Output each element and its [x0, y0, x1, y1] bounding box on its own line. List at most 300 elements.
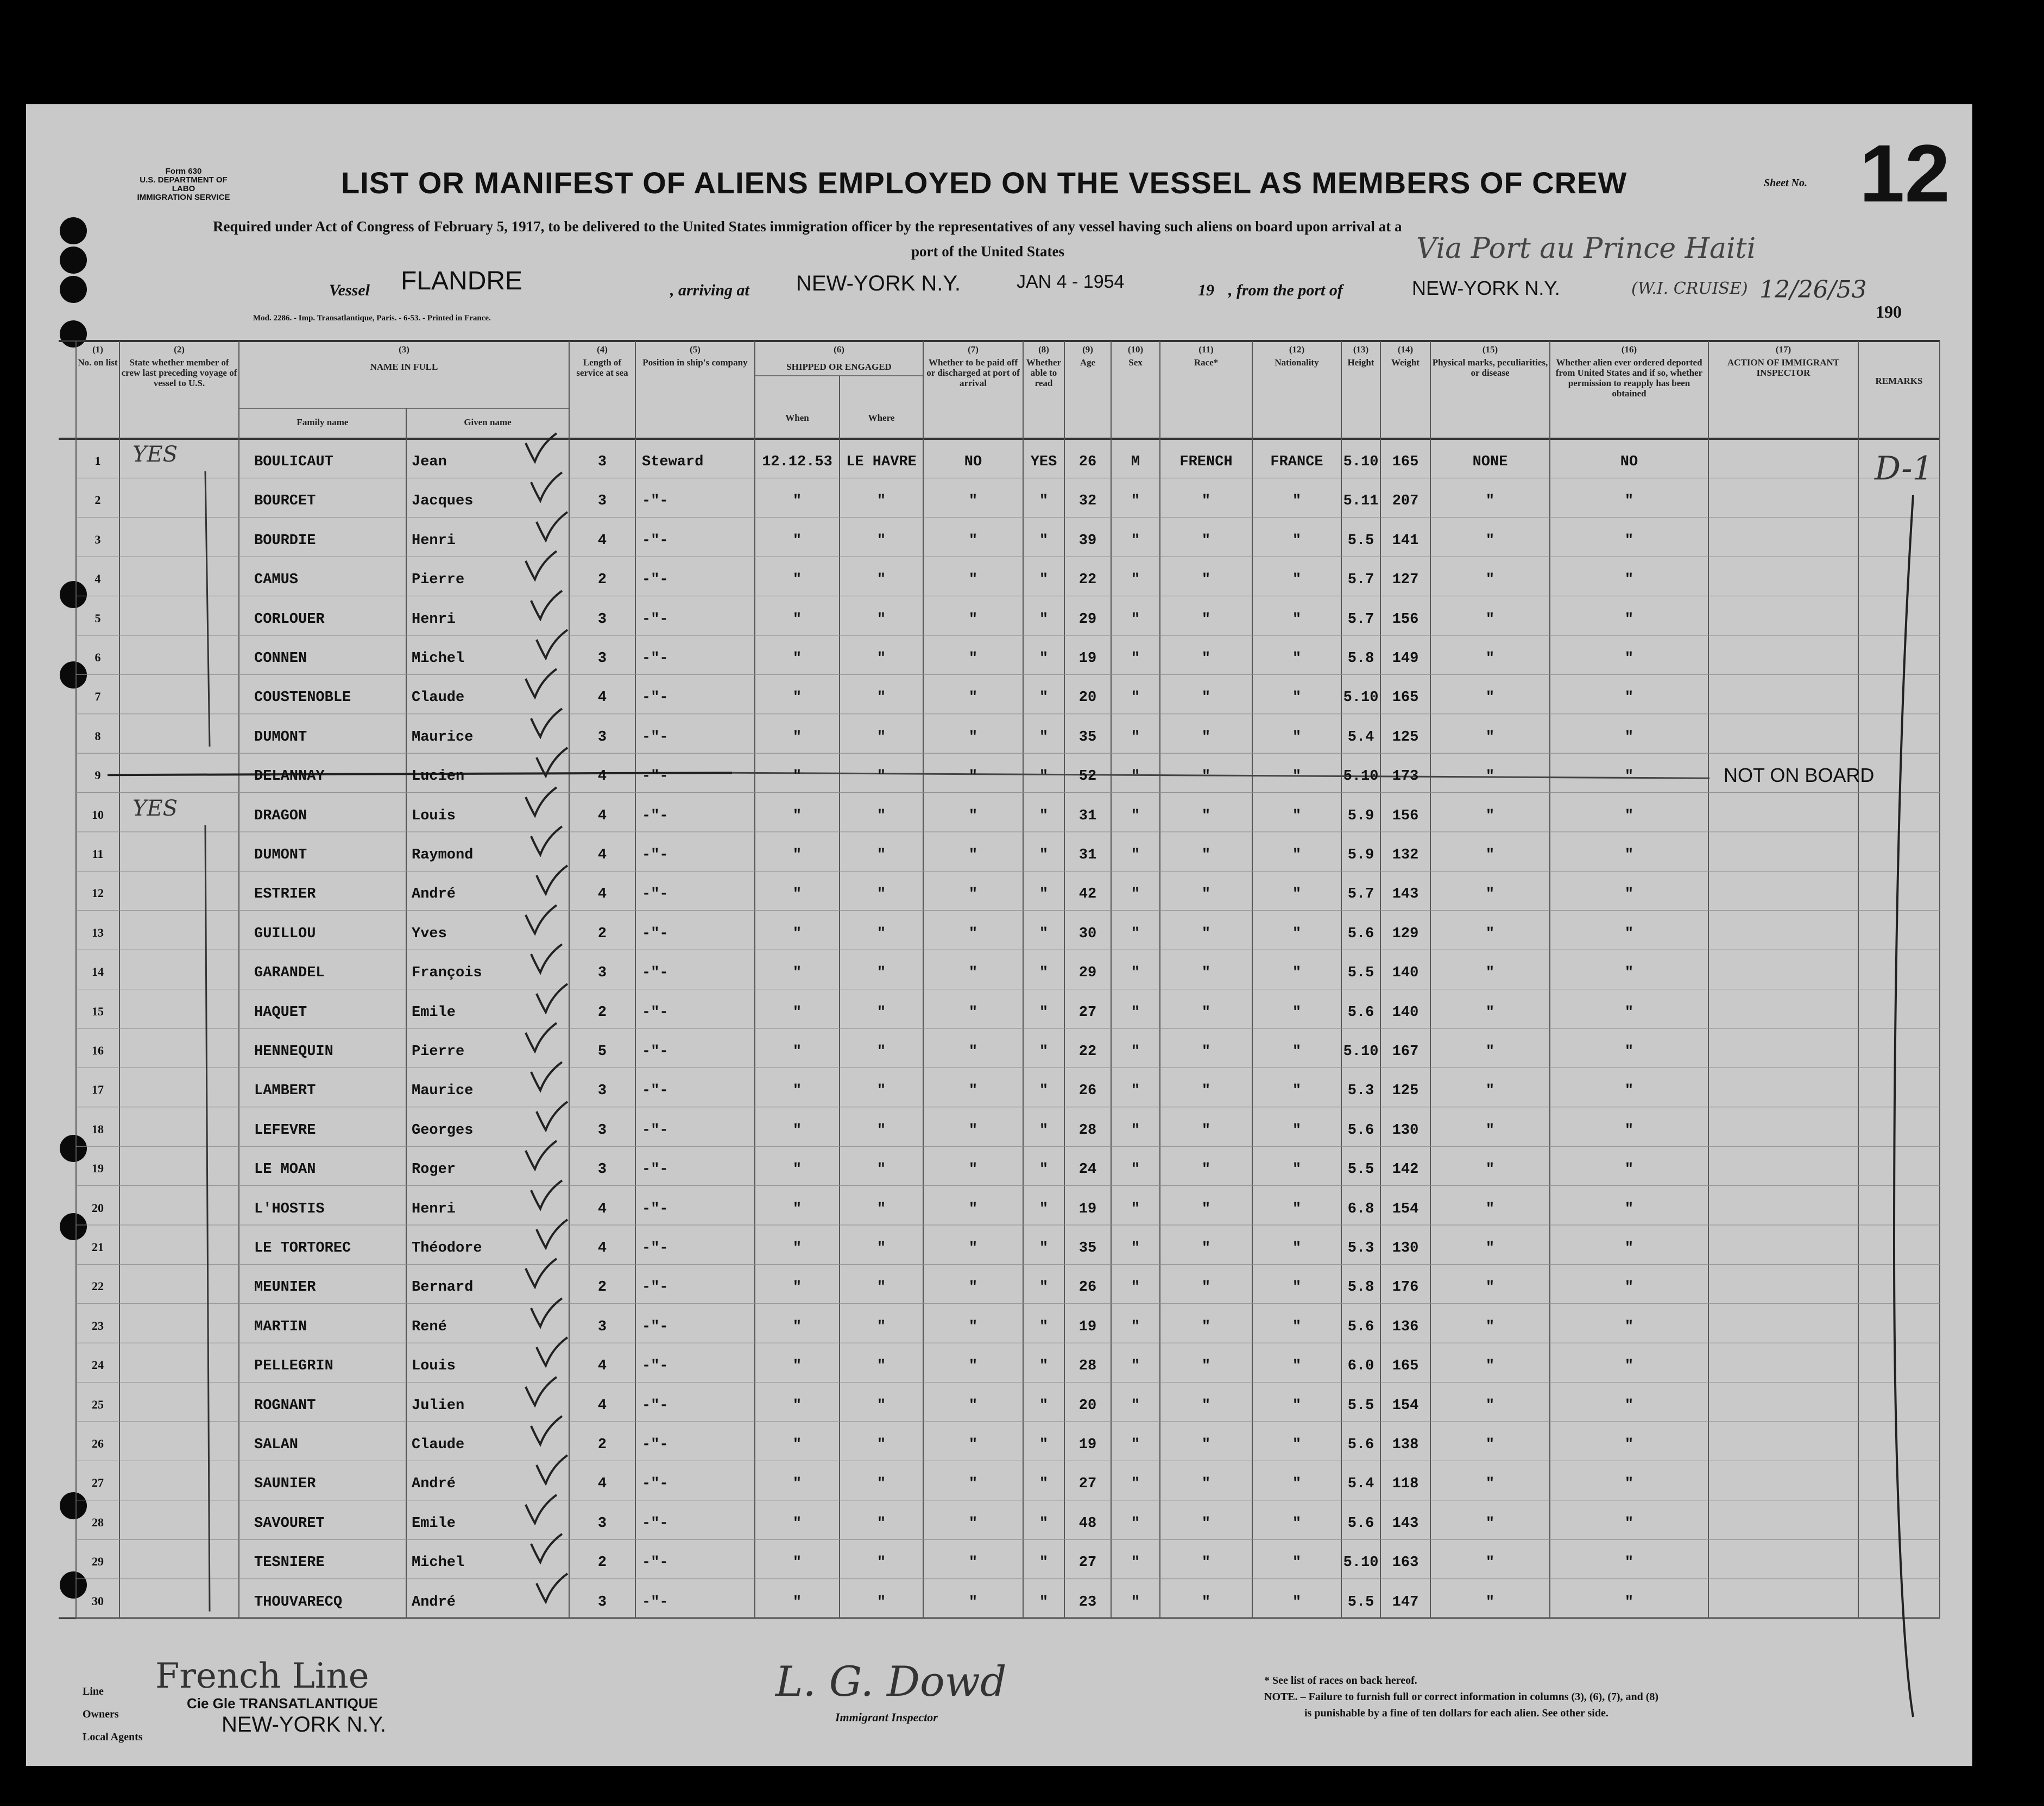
- column-number-c17: (17): [1775, 344, 1791, 355]
- cell-position: -"-: [642, 886, 668, 903]
- checkmark-icon: [528, 824, 566, 857]
- cell-family-name: DUMONT: [254, 847, 307, 863]
- cell-age: 42: [1078, 886, 1097, 903]
- cell-height: 5.6: [1347, 1318, 1374, 1335]
- checkmark-icon: [534, 1100, 572, 1132]
- cell-deported: NO: [1620, 454, 1638, 470]
- cell-given-name: Roger: [412, 1161, 456, 1178]
- cell-row-number: 2: [94, 493, 101, 507]
- cell-physical-marks: ": [1485, 611, 1495, 628]
- cell-nationality: ": [1292, 1476, 1302, 1493]
- cell-row-number: 1: [94, 454, 101, 468]
- cell-deported: ": [1624, 690, 1634, 706]
- cell-family-name: SALAN: [254, 1437, 299, 1453]
- cell-service-length: 3: [597, 1594, 607, 1611]
- cell-nationality: ": [1292, 847, 1302, 863]
- cell-sex: ": [1131, 1437, 1140, 1453]
- cell-able-to-read: ": [1039, 1240, 1049, 1256]
- fine-note-2: is punishable by a fine of ten dollars for each alien. See other side.: [1304, 1707, 1608, 1719]
- cell-height: 5.5: [1347, 1161, 1374, 1178]
- column-number-c3: (3): [399, 344, 409, 355]
- cell-age: 29: [1078, 965, 1097, 982]
- checkmark-icon: [534, 1217, 572, 1250]
- cell-service-length: 4: [597, 532, 607, 549]
- cell-shipped-where: ": [876, 1358, 886, 1375]
- cell-deported: ": [1624, 1122, 1634, 1139]
- cell-given-name: Claude: [412, 1437, 465, 1453]
- cell-family-name: SAVOURET: [254, 1515, 325, 1532]
- checkmark-icon: [523, 549, 561, 582]
- cell-weight: 140: [1392, 965, 1419, 982]
- cell-height: 6.0: [1347, 1358, 1374, 1375]
- cell-shipped-where: ": [876, 572, 886, 589]
- cell-paid-off: ": [968, 1476, 978, 1493]
- cell-age: 48: [1078, 1515, 1097, 1532]
- cell-given-name: Henri: [412, 532, 456, 549]
- column-header-c18: REMARKS: [1875, 376, 1923, 386]
- cell-deported: ": [1624, 965, 1634, 982]
- cell-given-name: Maurice: [412, 1083, 474, 1100]
- cell-position: -"-: [642, 1594, 668, 1611]
- cell-physical-marks: ": [1485, 1122, 1495, 1139]
- cell-age: 27: [1078, 1004, 1097, 1021]
- column-number-c9: (9): [1082, 344, 1093, 355]
- cell-able-to-read: YES: [1030, 454, 1057, 470]
- cell-sex: ": [1131, 1397, 1140, 1414]
- cell-family-name: L'HOSTIS: [254, 1201, 325, 1217]
- cell-deported: ": [1624, 1044, 1634, 1060]
- cell-age: 19: [1078, 651, 1097, 667]
- cell-deported: ": [1624, 1397, 1634, 1414]
- cell-deported: ": [1624, 1004, 1634, 1021]
- column-number-c16: (16): [1621, 344, 1637, 355]
- cell-weight: 143: [1392, 886, 1419, 903]
- cell-able-to-read: ": [1039, 690, 1049, 706]
- cell-position: -"-: [642, 847, 668, 863]
- column-header-c17: ACTION OF IMMIGRANT INSPECTOR: [1727, 357, 1840, 378]
- cell-height: 5.9: [1347, 847, 1374, 863]
- cell-deported: ": [1624, 1161, 1634, 1178]
- cell-family-name: GARANDEL: [254, 965, 325, 982]
- cell-paid-off: ": [968, 1555, 978, 1571]
- cell-age: 26: [1078, 454, 1097, 470]
- checkmark-icon: [523, 1021, 561, 1053]
- cell-shipped-where: ": [876, 1397, 886, 1414]
- cell-shipped-when: ": [792, 1004, 802, 1021]
- cell-physical-marks: ": [1485, 651, 1495, 667]
- cell-service-length: 4: [597, 807, 607, 824]
- cell-sex: ": [1131, 1476, 1140, 1493]
- cruise-note: (W.I. CRUISE): [1631, 279, 1748, 298]
- cell-race: ": [1201, 729, 1211, 746]
- cell-age: 28: [1078, 1358, 1097, 1375]
- checkmark-icon: [523, 431, 561, 464]
- cell-position: -"-: [642, 651, 668, 667]
- cell-able-to-read: ": [1039, 847, 1049, 863]
- cell-race: ": [1201, 1201, 1211, 1217]
- column-header-c6: SHIPPED OR ENGAGED: [786, 362, 892, 372]
- column-header-c3: NAME IN FULL: [370, 362, 438, 372]
- cell-height: 5.7: [1347, 886, 1374, 903]
- column-number-c12: (12): [1289, 344, 1305, 355]
- cell-race: ": [1201, 1358, 1211, 1375]
- cell-race: ": [1201, 1004, 1211, 1021]
- cell-state: YES: [133, 795, 178, 821]
- cell-physical-marks: ": [1485, 1161, 1495, 1178]
- cell-position: -"-: [642, 729, 668, 746]
- cell-race: ": [1201, 1437, 1211, 1453]
- cell-able-to-read: ": [1039, 807, 1049, 824]
- cell-height: 5.10: [1343, 1555, 1379, 1571]
- cell-paid-off: ": [968, 1004, 978, 1021]
- cell-race: ": [1201, 965, 1211, 982]
- cell-service-length: 4: [597, 1201, 607, 1217]
- cell-position: -"-: [642, 1122, 668, 1139]
- cell-age: 19: [1078, 1201, 1097, 1217]
- column-number-c15: (15): [1482, 344, 1498, 355]
- checkmark-icon: [534, 510, 572, 542]
- column-header-c7: Whether to be paid off or discharged at port of arrival: [926, 357, 1020, 388]
- cell-row-number: 11: [92, 847, 104, 861]
- subtitle-line-2: port of the United States: [911, 243, 1064, 260]
- cell-deported: ": [1624, 729, 1634, 746]
- cell-age: 23: [1078, 1594, 1097, 1611]
- cell-service-length: 5: [597, 1044, 607, 1060]
- agents-value: NEW-YORK N.Y.: [222, 1713, 387, 1736]
- cell-age: 28: [1078, 1122, 1097, 1139]
- cell-physical-marks: ": [1485, 729, 1495, 746]
- cell-physical-marks: ": [1485, 925, 1495, 942]
- cell-nationality: ": [1292, 1201, 1302, 1217]
- cell-race: ": [1201, 807, 1211, 824]
- cell-physical-marks: ": [1485, 1044, 1495, 1060]
- cell-deported: ": [1624, 886, 1634, 903]
- cell-row-number: 6: [94, 651, 101, 664]
- column-header-c16: Whether alien ever ordered deported from United States and if so, whether permission to reapply has been obtained: [1555, 357, 1703, 399]
- cell-deported: ": [1624, 768, 1634, 785]
- cell-able-to-read: ": [1039, 768, 1049, 785]
- cell-able-to-read: ": [1039, 1083, 1049, 1100]
- cell-weight: 156: [1392, 807, 1419, 824]
- cell-position: -"-: [642, 690, 668, 706]
- cell-shipped-where: ": [876, 1515, 886, 1532]
- cell-able-to-read: ": [1039, 572, 1049, 589]
- cell-age: 31: [1078, 807, 1097, 824]
- cell-able-to-read: ": [1039, 1515, 1049, 1532]
- cell-nationality: ": [1292, 1437, 1302, 1453]
- cell-given-name: Michel: [412, 1555, 465, 1571]
- cell-paid-off: ": [968, 690, 978, 706]
- column-number-c2: (2): [174, 344, 185, 355]
- cell-deported: ": [1624, 807, 1634, 824]
- cell-position: -"-: [642, 1201, 668, 1217]
- cell-physical-marks: ": [1485, 1318, 1495, 1335]
- inspector-signature: L. G. Dowd: [775, 1657, 1007, 1706]
- cell-sex: ": [1131, 807, 1140, 824]
- cell-family-name: BOURDIE: [254, 532, 316, 549]
- cell-age: 39: [1078, 532, 1097, 549]
- cell-nationality: ": [1292, 886, 1302, 903]
- column-header-c4: Length of service at sea: [576, 357, 628, 378]
- cell-physical-marks: ": [1485, 1083, 1495, 1100]
- cell-family-name: CAMUS: [254, 572, 299, 589]
- cell-physical-marks: ": [1485, 1201, 1495, 1217]
- cell-height: 5.10: [1343, 454, 1379, 470]
- column-header-c10: Sex: [1128, 357, 1143, 368]
- cell-age: 31: [1078, 847, 1097, 863]
- form-title: LIST OR MANIFEST OF ALIENS EMPLOYED ON THE VESSEL AS MEMBERS OF CREW: [341, 166, 1627, 200]
- cell-row-number: 30: [92, 1594, 104, 1608]
- cell-able-to-read: ": [1039, 1318, 1049, 1335]
- checkmark-icon: [534, 628, 572, 660]
- cell-shipped-where: ": [876, 768, 886, 785]
- sheet-number: 12: [1859, 128, 1950, 219]
- cell-deported: ": [1624, 1437, 1634, 1453]
- cell-height: 5.3: [1347, 1240, 1374, 1256]
- cell-given-name: Louis: [412, 1358, 456, 1375]
- cell-race: ": [1201, 1279, 1211, 1296]
- cell-row-number: 22: [92, 1279, 104, 1293]
- cell-sex: ": [1131, 1318, 1140, 1335]
- cell-deported: ": [1624, 1240, 1634, 1256]
- cell-deported: ": [1624, 1201, 1634, 1217]
- checkmark-icon: [528, 1060, 566, 1093]
- cell-sex: ": [1131, 493, 1140, 510]
- cell-weight: 147: [1392, 1594, 1419, 1611]
- cell-nationality: ": [1292, 1083, 1302, 1100]
- cell-given-name: Raymond: [412, 847, 474, 863]
- cell-deported: ": [1624, 1358, 1634, 1375]
- cell-row-number: 28: [92, 1515, 104, 1529]
- cell-weight: 136: [1392, 1318, 1419, 1335]
- cell-race: ": [1201, 886, 1211, 903]
- cell-given-name: Théodore: [412, 1240, 482, 1256]
- cell-service-length: 2: [597, 1279, 607, 1296]
- cell-position: -"-: [642, 1437, 668, 1453]
- cell-nationality: ": [1292, 1318, 1302, 1335]
- cell-position: -"-: [642, 1083, 668, 1100]
- subtitle-line-1: Required under Act of Congress of February 5, 1917, to be delivered to the United States immigration officer by the representatives of any vessel having such aliens on board upon arrival at a: [213, 218, 1402, 235]
- cell-height: 5.8: [1347, 651, 1374, 667]
- cell-row-number: 4: [94, 572, 101, 586]
- cell-nationality: ": [1292, 1161, 1302, 1178]
- cell-shipped-when: ": [792, 1240, 802, 1256]
- cell-shipped-when: ": [792, 1515, 802, 1532]
- cell-sex: ": [1131, 729, 1140, 746]
- column-header-c2: State whether member of crew last preceding voyage of vessel to U.S.: [121, 357, 237, 388]
- cell-service-length: 3: [597, 1161, 607, 1178]
- cell-physical-marks: ": [1485, 847, 1495, 863]
- date-note: 12/26/53: [1759, 276, 1867, 304]
- cell-able-to-read: ": [1039, 493, 1049, 510]
- arriving-label: , arriving at: [670, 281, 749, 299]
- cell-nationality: ": [1292, 611, 1302, 628]
- cell-height: 5.7: [1347, 611, 1374, 628]
- cell-paid-off: NO: [964, 454, 982, 470]
- cell-able-to-read: ": [1039, 1201, 1049, 1217]
- cell-shipped-where: ": [876, 1240, 886, 1256]
- cell-weight: 129: [1392, 925, 1419, 942]
- arrival-date: JAN 4 - 1954: [1017, 271, 1125, 292]
- cell-shipped-when: ": [792, 1161, 802, 1178]
- cell-paid-off: ": [968, 493, 978, 510]
- cell-deported: ": [1624, 572, 1634, 589]
- cell-service-length: 2: [597, 1555, 607, 1571]
- cell-shipped-where: ": [876, 1004, 886, 1021]
- cell-family-name: TESNIERE: [254, 1555, 325, 1571]
- cell-service-length: 3: [597, 651, 607, 667]
- cell-family-name: LAMBERT: [254, 1083, 316, 1100]
- cell-family-name: LE TORTOREC: [254, 1240, 351, 1256]
- cell-row-number: 10: [92, 807, 104, 822]
- cell-family-name: HENNEQUIN: [254, 1044, 333, 1060]
- cell-paid-off: ": [968, 729, 978, 746]
- cell-weight: 125: [1392, 1083, 1419, 1100]
- cell-able-to-read: ": [1039, 1437, 1049, 1453]
- cell-height: 6.8: [1347, 1201, 1374, 1217]
- cell-shipped-where: ": [876, 611, 886, 628]
- cell-given-name: Bernard: [412, 1279, 474, 1296]
- column-header-family-name: Family name: [296, 417, 349, 427]
- cell-shipped-where: ": [876, 690, 886, 706]
- cell-shipped-when: ": [792, 965, 802, 982]
- year-label: 19: [1198, 281, 1214, 299]
- cell-race: ": [1201, 1476, 1211, 1493]
- checkmark-icon: [523, 1139, 561, 1171]
- cell-sex: ": [1131, 1555, 1140, 1571]
- cell-nationality: ": [1292, 572, 1302, 589]
- cell-given-name: François: [412, 965, 482, 982]
- cell-able-to-read: ": [1039, 1044, 1049, 1060]
- cell-nationality: ": [1292, 690, 1302, 706]
- cell-sex: ": [1131, 1201, 1140, 1217]
- cell-shipped-when: ": [792, 886, 802, 903]
- arriving-port: NEW-YORK N.Y.: [796, 271, 961, 295]
- cell-sex: ": [1131, 532, 1140, 549]
- cell-position: -"-: [642, 1240, 668, 1256]
- cell-row-number: 5: [94, 611, 101, 625]
- cell-family-name: CORLOUER: [254, 611, 325, 628]
- cell-row-number: 17: [92, 1083, 104, 1097]
- cell-row-number: 20: [92, 1201, 104, 1215]
- cell-paid-off: ": [968, 1515, 978, 1532]
- column-header-when: When: [785, 413, 809, 423]
- cell-family-name: LE MOAN: [254, 1161, 316, 1178]
- cell-paid-off: ": [968, 925, 978, 942]
- checkmark-icon: [528, 942, 566, 975]
- cell-service-length: 3: [597, 493, 607, 510]
- checkmark-icon: [528, 1414, 566, 1447]
- cell-age: 30: [1078, 925, 1097, 942]
- cell-position: -"-: [642, 1318, 668, 1335]
- cell-physical-marks: ": [1485, 1358, 1495, 1375]
- checkmark-icon: [528, 1532, 566, 1564]
- cell-family-name: BOURCET: [254, 493, 316, 510]
- cell-weight: 154: [1392, 1201, 1419, 1217]
- cell-able-to-read: ": [1039, 925, 1049, 942]
- column-header-c14: Weight: [1391, 357, 1420, 368]
- cell-family-name: BOULICAUT: [254, 454, 333, 470]
- cell-able-to-read: ": [1039, 532, 1049, 549]
- cell-service-length: 4: [597, 847, 607, 863]
- cell-given-name: Julien: [412, 1397, 465, 1414]
- cell-able-to-read: ": [1039, 1555, 1049, 1571]
- cell-weight: 156: [1392, 611, 1419, 628]
- cell-family-name: HAQUET: [254, 1004, 307, 1021]
- cell-weight: 173: [1392, 768, 1419, 785]
- cell-age: 27: [1078, 1555, 1097, 1571]
- checkmark-icon: [534, 1453, 572, 1486]
- cell-paid-off: ": [968, 1279, 978, 1296]
- cell-shipped-when: ": [792, 1594, 802, 1611]
- cell-service-length: 3: [597, 454, 607, 470]
- cell-weight: 141: [1392, 532, 1419, 549]
- cell-shipped-when: ": [792, 651, 802, 667]
- cell-row-number: 13: [92, 925, 104, 939]
- cell-service-length: 4: [597, 1358, 607, 1375]
- cell-row-number: 24: [92, 1358, 104, 1372]
- cell-paid-off: ": [968, 1397, 978, 1414]
- cell-shipped-when: ": [792, 768, 802, 785]
- cell-weight: 163: [1392, 1555, 1419, 1571]
- cell-shipped-when: ": [792, 1358, 802, 1375]
- cell-service-length: 4: [597, 1240, 607, 1256]
- cell-family-name: DUMONT: [254, 729, 307, 746]
- cell-physical-marks: ": [1485, 768, 1495, 785]
- cell-race: ": [1201, 847, 1211, 863]
- cell-height: 5.4: [1347, 729, 1374, 746]
- cell-height: 5.5: [1347, 965, 1374, 982]
- cell-age: 20: [1078, 1397, 1097, 1414]
- owners-label: Owners: [83, 1708, 119, 1720]
- cell-family-name: ROGNANT: [254, 1397, 316, 1414]
- cell-row-number: 9: [94, 768, 101, 782]
- cell-shipped-where: LE HAVRE: [846, 454, 917, 470]
- cell-service-length: 3: [597, 611, 607, 628]
- cell-paid-off: ": [968, 1358, 978, 1375]
- cell-service-length: 4: [597, 690, 607, 706]
- cell-service-length: 4: [597, 1476, 607, 1493]
- cell-deported: ": [1624, 1594, 1634, 1611]
- cell-inspector-action: NOT ON BOARD: [1724, 764, 1875, 787]
- cell-nationality: ": [1292, 1397, 1302, 1414]
- cell-position: -"-: [642, 1476, 668, 1493]
- cell-position: -"-: [642, 1279, 668, 1296]
- cell-able-to-read: ": [1039, 886, 1049, 903]
- cell-weight: 154: [1392, 1397, 1419, 1414]
- cell-race: ": [1201, 690, 1211, 706]
- cell-state: YES: [133, 442, 178, 467]
- checkmark-icon: [534, 746, 572, 778]
- cell-row-number: 19: [92, 1161, 104, 1176]
- cell-sex: ": [1131, 1004, 1140, 1021]
- cell-shipped-when: ": [792, 1555, 802, 1571]
- checkmark-icon: [523, 903, 561, 936]
- cell-nationality: FRANCE: [1270, 454, 1323, 470]
- cell-paid-off: ": [968, 532, 978, 549]
- cell-age: 19: [1078, 1437, 1097, 1453]
- cell-paid-off: ": [968, 807, 978, 824]
- inspector-label: Immigrant Inspector: [835, 1710, 938, 1724]
- column-number-c1: (1): [92, 344, 103, 355]
- cell-deported: ": [1624, 1318, 1634, 1335]
- cell-shipped-where: ": [876, 1318, 886, 1335]
- cell-nationality: ": [1292, 1004, 1302, 1021]
- cell-position: -"-: [642, 532, 668, 549]
- cell-given-name: Maurice: [412, 729, 474, 746]
- cell-deported: ": [1624, 611, 1634, 628]
- cell-shipped-when: ": [792, 1437, 802, 1453]
